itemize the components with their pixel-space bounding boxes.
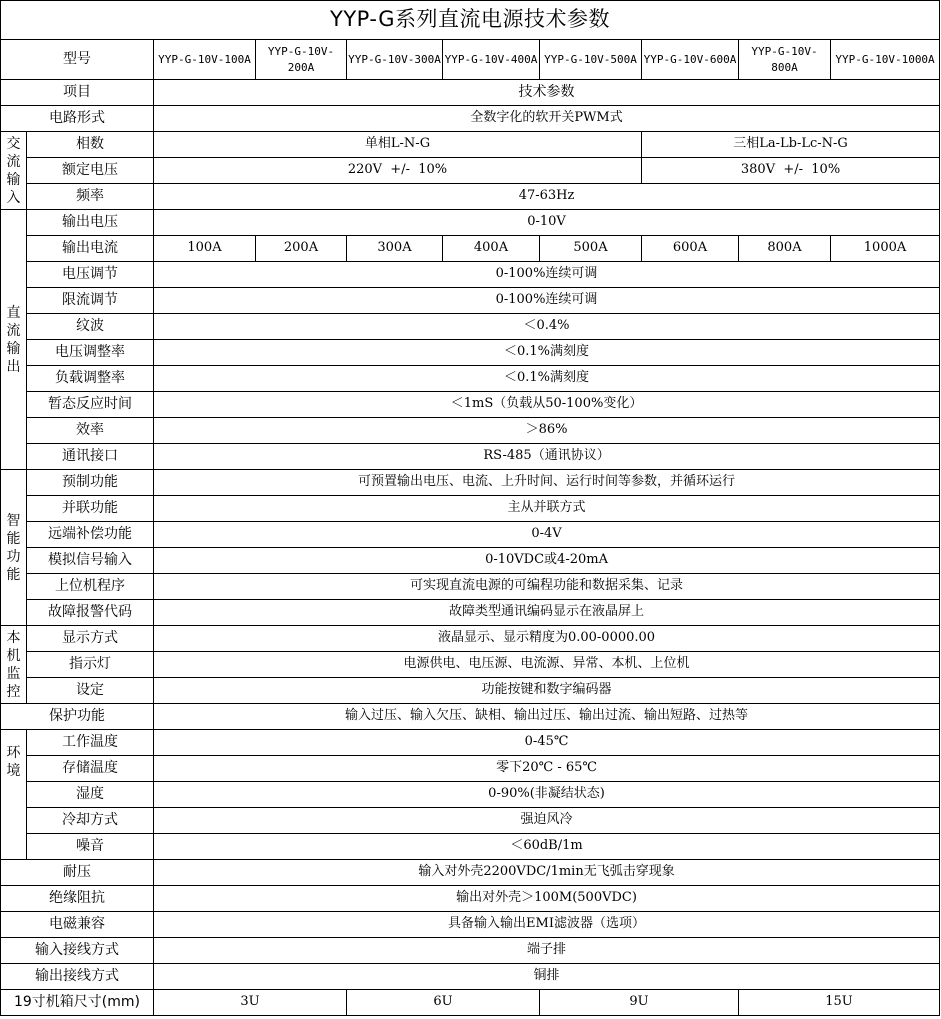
current-value: 800A	[739, 236, 831, 262]
row-label: 冷却方式	[27, 808, 154, 834]
category-environment: 环境	[1, 730, 27, 860]
row-label: 指示灯	[27, 652, 154, 678]
row-label: 耐压	[1, 860, 154, 886]
row-value: 强迫风冷	[154, 808, 940, 834]
page-title: YYP-G系列直流电源技术参数	[1, 1, 940, 40]
row-value: ＞86%	[154, 418, 940, 444]
row-label: 电压调整率	[27, 340, 154, 366]
current-value: 100A	[154, 236, 256, 262]
current-value: 300A	[347, 236, 443, 262]
row-value: 铜排	[154, 964, 940, 990]
row-label: 工作温度	[27, 730, 154, 756]
row-value: 0-4V	[154, 522, 940, 548]
row-label: 输入接线方式	[1, 938, 154, 964]
category-local-monitor: 本机监控	[1, 626, 27, 704]
row-label: 输出电压	[27, 210, 154, 236]
row-value: ＜0.1%满刻度	[154, 340, 940, 366]
row-value: 0-45℃	[154, 730, 940, 756]
row-label: 效率	[27, 418, 154, 444]
header-label: 项目	[1, 80, 154, 106]
three-phase-voltage: 380V +/- 10%	[642, 158, 940, 184]
models-label: 型号	[1, 40, 154, 80]
row-value: 输入过压、输入欠压、缺相、输出过压、输出过流、输出短路、过热等	[154, 704, 940, 730]
row-value: 0-90%(非凝结状态)	[154, 782, 940, 808]
row-value: 功能按键和数字编码器	[154, 678, 940, 704]
model-name: YYP-G-10V-1000A	[831, 40, 940, 80]
row-label: 绝缘阻抗	[1, 886, 154, 912]
chassis-size: 9U	[540, 990, 739, 1016]
row-value: 液晶显示、显示精度为0.00-0000.00	[154, 626, 940, 652]
row-label: 上位机程序	[27, 574, 154, 600]
single-phase-voltage: 220V +/- 10%	[154, 158, 642, 184]
row-label: 噪音	[27, 834, 154, 860]
row-label: 通讯接口	[27, 444, 154, 470]
row-label: 并联功能	[27, 496, 154, 522]
current-value: 600A	[642, 236, 739, 262]
row-label: 频率	[27, 184, 154, 210]
row-value: ＜1mS（负载从50-100%变化）	[154, 392, 940, 418]
header-value: 技术参数	[154, 80, 940, 106]
row-value: 具备输入输出EMI滤波器（选项）	[154, 912, 940, 938]
row-label: 保护功能	[1, 704, 154, 730]
row-label: 模拟信号输入	[27, 548, 154, 574]
row-label: 湿度	[27, 782, 154, 808]
row-value: 主从并联方式	[154, 496, 940, 522]
chassis-label: 19寸机箱尺寸(mm)	[1, 990, 154, 1016]
current-value: 1000A	[831, 236, 940, 262]
category-dc-output: 直流输出	[1, 210, 27, 470]
three-phase-value: 三相La-Lb-Lc-N-G	[642, 132, 940, 158]
row-value: ＜60dB/1m	[154, 834, 940, 860]
row-value: 全数字化的软开关PWM式	[154, 106, 940, 132]
model-name: YYP-G-10V-200A	[256, 40, 347, 80]
row-label: 远端补偿功能	[27, 522, 154, 548]
row-label: 显示方式	[27, 626, 154, 652]
model-name: YYP-G-10V-400A	[443, 40, 540, 80]
row-value: 47-63Hz	[154, 184, 940, 210]
row-label: 相数	[27, 132, 154, 158]
category-smart: 智能功能	[1, 470, 27, 626]
row-value: 零下20℃ - 65℃	[154, 756, 940, 782]
row-label: 纹波	[27, 314, 154, 340]
current-value: 400A	[443, 236, 540, 262]
model-name: YYP-G-10V-100A	[154, 40, 256, 80]
category-ac-input: 交流输入	[1, 132, 27, 210]
row-label: 电路形式	[1, 106, 154, 132]
row-label: 输出电流	[27, 236, 154, 262]
row-label: 限流调节	[27, 288, 154, 314]
model-name: YYP-G-10V-800A	[739, 40, 831, 80]
single-phase-value: 单相L-N-G	[154, 132, 642, 158]
chassis-size: 15U	[739, 990, 940, 1016]
row-value: RS-485（通讯协议）	[154, 444, 940, 470]
model-name: YYP-G-10V-600A	[642, 40, 739, 80]
row-label: 额定电压	[27, 158, 154, 184]
row-value: 可预置输出电压、电流、上升时间、运行时间等参数，并循环运行	[154, 470, 940, 496]
model-name: YYP-G-10V-500A	[540, 40, 642, 80]
chassis-size: 6U	[347, 990, 540, 1016]
row-value: ＜0.4%	[154, 314, 940, 340]
current-value: 200A	[256, 236, 347, 262]
row-label: 暂态反应时间	[27, 392, 154, 418]
model-name: YYP-G-10V-300A	[347, 40, 443, 80]
row-value: 0-10V	[154, 210, 940, 236]
row-label: 存储温度	[27, 756, 154, 782]
row-value: 0-100%连续可调	[154, 262, 940, 288]
row-value: 电源供电、电压源、电流源、异常、本机、上位机	[154, 652, 940, 678]
row-label: 输出接线方式	[1, 964, 154, 990]
row-value: 0-10VDC或4-20mA	[154, 548, 940, 574]
current-value: 500A	[540, 236, 642, 262]
row-value: 故障类型通讯编码显示在液晶屏上	[154, 600, 940, 626]
row-value: ＜0.1%满刻度	[154, 366, 940, 392]
chassis-size: 3U	[154, 990, 347, 1016]
row-value: 端子排	[154, 938, 940, 964]
row-value: 输入对外壳2200VDC/1min无飞弧击穿现象	[154, 860, 940, 886]
row-value: 输出对外壳＞100M(500VDC)	[154, 886, 940, 912]
row-label: 故障报警代码	[27, 600, 154, 626]
row-label: 设定	[27, 678, 154, 704]
row-value: 可实现直流电源的可编程功能和数据采集、记录	[154, 574, 940, 600]
row-label: 负载调整率	[27, 366, 154, 392]
row-label: 预制功能	[27, 470, 154, 496]
row-label: 电磁兼容	[1, 912, 154, 938]
row-value: 0-100%连续可调	[154, 288, 940, 314]
row-label: 电压调节	[27, 262, 154, 288]
